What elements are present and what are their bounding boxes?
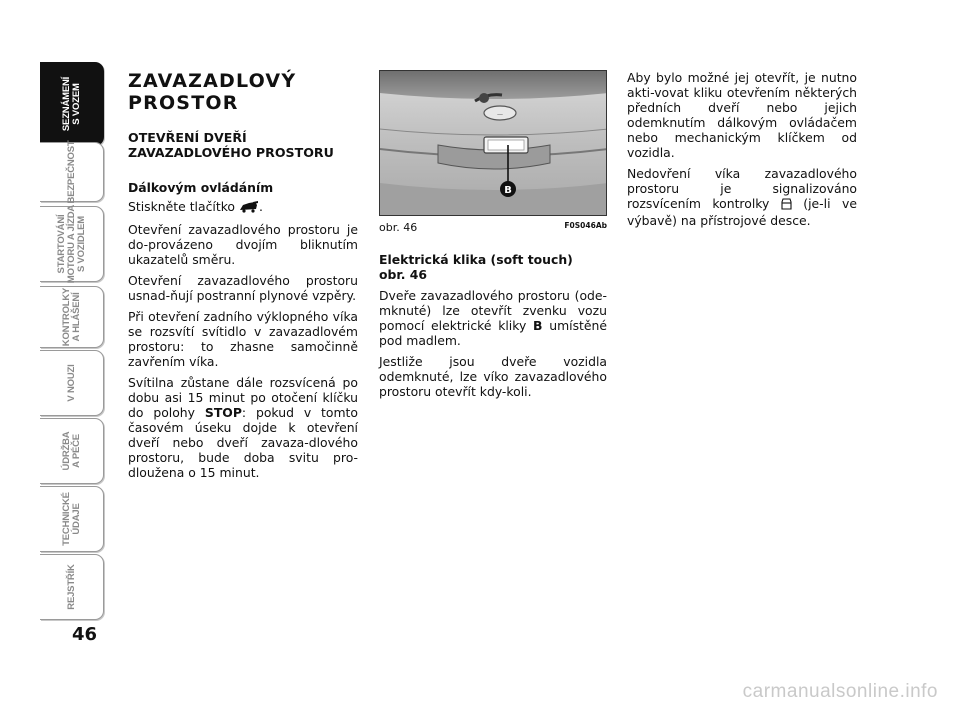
tab-seznameni[interactable] — [40, 62, 104, 146]
tab-technicke[interactable] — [40, 486, 104, 552]
text: . — [258, 199, 263, 214]
tab-label: KONTROLKY A HLÁŠENÍ — [60, 287, 82, 347]
tab-startovani[interactable] — [40, 206, 104, 282]
tab-rejstrik[interactable] — [40, 554, 104, 620]
tab-label: SEZNÁMENÍ S VOZEM — [60, 76, 82, 132]
sub-heading — [379, 252, 607, 282]
column-middle — [379, 252, 607, 405]
column-right — [627, 70, 857, 234]
tailgate-open-warning-icon — [781, 198, 792, 213]
text: Stiskněte tlačítko — [128, 199, 236, 214]
tab-label: BEZPEČNOST — [65, 140, 77, 204]
text: : pokud v tomto časovém úseku dojde k otevření dveří nebo dveří zavaza-dlového prostoru, bude doba svitu pro-dloužena o 15 minut. — [128, 405, 358, 480]
figure-code: F0S046Ab — [564, 221, 607, 230]
tab-bezpecnost[interactable] — [40, 142, 104, 202]
figure-tailgate-handle — [379, 70, 607, 216]
text: Elektrická klika (soft touch) — [379, 252, 573, 267]
text: (je-li ve výbavě) na přístrojové desce. — [627, 196, 857, 228]
tab-kontrolky[interactable] — [40, 286, 104, 348]
paragraph — [379, 288, 607, 348]
text: Nedovření víka zavazadlového prostoru je signalizováno rozsvícením kontrolky — [627, 166, 857, 211]
paragraph: Otevření zavazadlového prostoru je do-provázeno dvojím bliknutím ukazatelů směru. — [128, 222, 358, 267]
paragraph — [128, 199, 358, 216]
callout-b-label: B — [504, 185, 512, 196]
text: obr. 46 — [379, 267, 427, 282]
paragraph: Aby bylo možné jej otevřít, je nutno akti-vovat kliku otevřením některých předních dveří nebo jejich odemknutím dálkovým ovládačem nebo mechanickým klíčkem od vozidla. — [627, 70, 857, 160]
text: Svítilna zůstane dále rozsvícená po dobu asi 15 minut po otočení klíčku do polohy — [128, 375, 358, 420]
tab-label: TECHNICKÉ ÚDAJE — [60, 492, 82, 546]
page-title: ZAVAZADLOVÝ PROSTOR — [128, 70, 297, 114]
figure-label: obr. 46 — [379, 221, 418, 234]
page-number: 46 — [72, 624, 98, 645]
tab-v-nouzi[interactable] — [40, 350, 104, 416]
section-heading: OTEVŘENÍ DVEŘÍ ZAVAZADLOVÉHO PROSTORU — [128, 130, 334, 160]
text: Dveře zavazadlového prostoru (ode-mknuté) lze otevřít zvenku vozu pomocí elektrické kliky — [379, 288, 607, 333]
column-left — [128, 70, 358, 486]
tab-label: REJSTŘÍK — [65, 564, 77, 610]
watermark: carmanualsonline.info — [742, 681, 938, 702]
bold-text: STOP — [204, 405, 242, 420]
tab-label: ÚDRŽBA A PÉČE — [60, 431, 82, 471]
text: umístěné pod madlem. — [379, 318, 607, 348]
bold-text: B — [533, 318, 543, 333]
tab-label: V NOUZI — [65, 364, 77, 402]
paragraph — [627, 166, 857, 228]
paragraph: Při otevření zadního výklopného víka se rozsvítí svítidlo v zavazadlovém prostoru: to zhasne samočinně zavřením víka. — [128, 309, 358, 369]
paragraph — [128, 375, 358, 480]
sub-heading: Dálkovým ovládáním — [128, 180, 274, 195]
tab-label: STARTOVÁNÍ MOTORU A JÍZDA S VOZIDLEM — [55, 204, 87, 284]
paragraph: Jestliže jsou dveře vozidla odemknuté, lze víko zavazadlového prostoru otevřít kdy-koli. — [379, 354, 607, 399]
tailgate-illustration — [380, 71, 607, 216]
svg-text:—: — — [497, 111, 503, 118]
car-tailgate-icon — [239, 201, 259, 216]
tab-udrzba[interactable] — [40, 418, 104, 484]
paragraph: Otevření zavazadlového prostoru usnad-ňují postranní plynové vzpěry. — [128, 273, 358, 303]
